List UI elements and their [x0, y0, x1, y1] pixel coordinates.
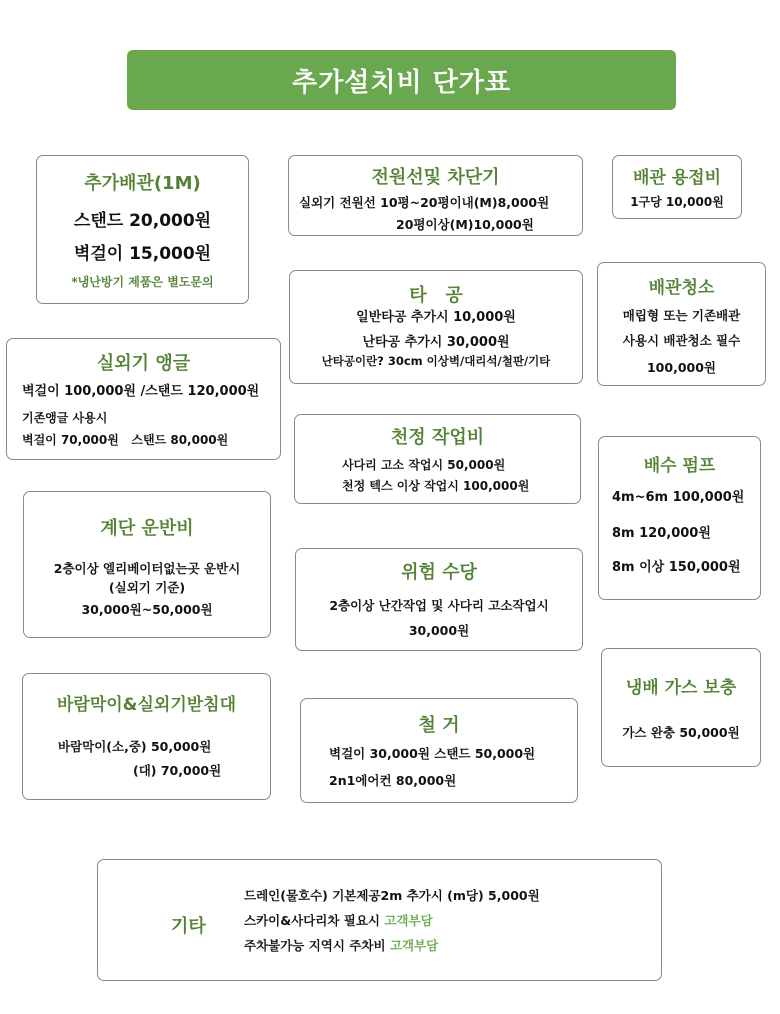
- stairs-line2: (실외기 기준): [108, 580, 186, 595]
- cleaning-box: [597, 262, 766, 386]
- cleaning-line1: 매립형 또는 기존배관: [622, 308, 741, 323]
- removal-title: 철 거: [418, 715, 460, 736]
- drilling-line2: 난타공 추가시 30,000원: [362, 335, 510, 350]
- welding-box: [612, 155, 742, 219]
- pump-line2: 8m 120,000원: [612, 526, 711, 541]
- stairs-line3: 30,000원~50,000원: [81, 602, 213, 617]
- stairs-box: [23, 491, 271, 638]
- page-title: 추가설치비 단가표: [292, 67, 511, 98]
- gas-line1: 가스 완충 50,000원: [622, 725, 740, 740]
- gas-box: [601, 648, 761, 767]
- danger-line1: 2층이상 난간작업 및 사다리 고소작업시: [329, 598, 549, 613]
- page-title-banner: [127, 50, 676, 110]
- extra-pipe-wall: 벽걸이 15,000원: [73, 244, 212, 264]
- pump-box: [598, 436, 761, 600]
- angle-box: [6, 338, 281, 460]
- removal-line1: 벽걸이 30,000원 스탠드 50,000원: [329, 746, 536, 761]
- ceiling-title: 천정 작업비: [390, 427, 485, 448]
- danger-title: 위험 수당: [401, 562, 477, 583]
- stairs-line1: 2층이상 엘리베이터없는곳 운반시: [53, 561, 241, 576]
- welding-title: 배관 용접비: [632, 168, 722, 188]
- misc-line2: [244, 911, 433, 929]
- misc-title: 기타: [171, 916, 206, 937]
- ceiling-box: [294, 414, 581, 504]
- angle-line3: 벽걸이 70,000원 스탠드 80,000원: [22, 433, 229, 447]
- misc-box: [97, 859, 662, 981]
- windshield-line2: (대) 70,000원: [133, 763, 222, 778]
- drilling-line3: 난타공이란? 30cm 이상벽/대리석/철판/기타: [321, 354, 551, 368]
- misc-line3-highlight: 고객부담: [389, 938, 439, 953]
- pump-line3: 8m 이상 150,000원: [612, 560, 741, 575]
- misc-line3: [244, 936, 438, 954]
- pump-title: 배수 펌프: [643, 456, 716, 476]
- extra-pipe-stand: 스탠드 20,000원: [73, 211, 212, 231]
- angle-title: 실외기 앵글: [96, 353, 191, 374]
- misc-line3-text: 주차불가능 지역시 주차비: [244, 938, 390, 953]
- misc-line1: 드레인(물호수) 기본제공2m 추가시 (m당) 5,000원: [244, 888, 540, 903]
- angle-line2: 기존앵글 사용시: [22, 411, 108, 425]
- misc-line2-text: 스카이&사다리차 필요시: [244, 913, 385, 928]
- removal-box: [300, 698, 578, 803]
- danger-line2: 30,000원: [408, 623, 470, 638]
- extra-pipe-box: [36, 155, 249, 304]
- cleaning-line2: 사용시 배관청소 필수: [622, 333, 741, 348]
- pump-line1: 4m~6m 100,000원: [612, 490, 745, 505]
- power-line1: 실외기 전원선 10평~20평이내(M)8,000원: [299, 195, 550, 210]
- drilling-title: 타 공: [409, 285, 463, 306]
- welding-line1: 1구당 10,000원: [630, 195, 724, 209]
- removal-line2: 2n1에어컨 80,000원: [329, 773, 457, 788]
- windshield-line1: 바람막이(소,중) 50,000원: [58, 739, 212, 754]
- gas-title: 냉배 가스 보충: [625, 678, 737, 698]
- power-box: [288, 155, 583, 236]
- cleaning-title: 배관청소: [648, 278, 715, 298]
- power-title: 전원선및 차단기: [371, 167, 500, 188]
- power-line2: 20평이상(M)10,000원: [396, 217, 534, 232]
- danger-box: [295, 548, 583, 651]
- stairs-title: 계단 운반비: [100, 518, 194, 539]
- ceiling-line1: 사다리 고소 작업시 50,000원: [342, 458, 506, 472]
- cleaning-line3: 100,000원: [646, 360, 716, 375]
- extra-pipe-title: 추가배관(1M): [84, 173, 201, 194]
- windshield-box: [22, 673, 271, 800]
- drilling-box: [289, 270, 583, 384]
- drilling-line1: 일반타공 추가시 10,000원: [356, 310, 516, 325]
- misc-line2-highlight: 고객부담: [384, 913, 433, 928]
- windshield-title: 바람막이&실외기받침대: [56, 695, 237, 715]
- extra-pipe-note: *냉난방기 제품은 별도문의: [71, 275, 214, 289]
- ceiling-line2: 천정 텍스 이상 작업시 100,000원: [342, 479, 530, 493]
- angle-line1: 벽걸이 100,000원 /스탠드 120,000원: [22, 384, 260, 399]
